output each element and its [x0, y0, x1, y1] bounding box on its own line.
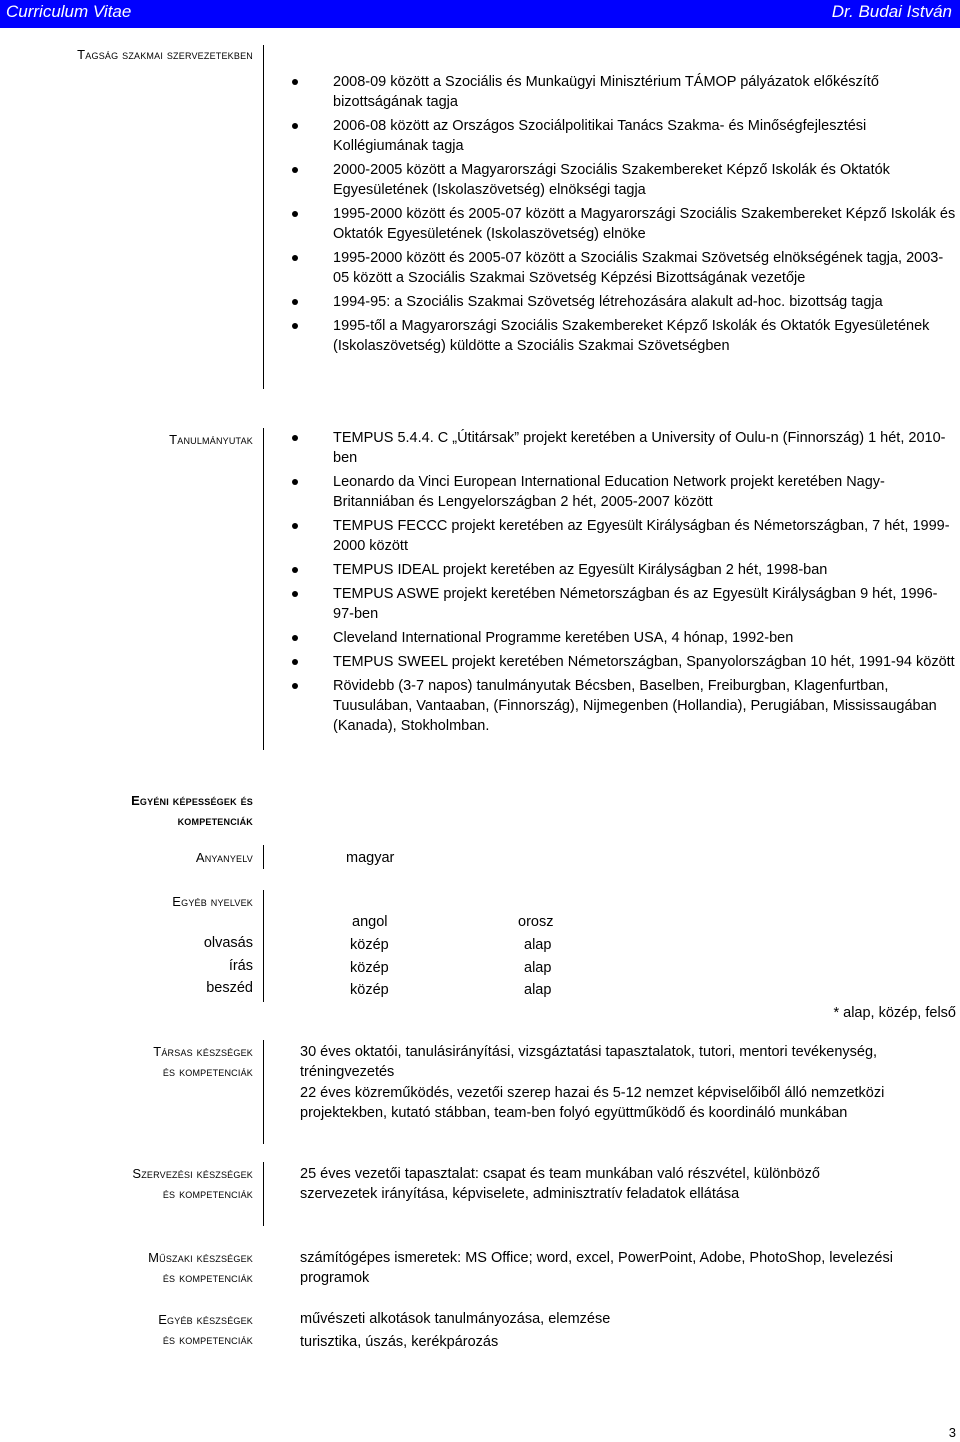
list-item: 2006-08 között az Országos Szociálpolitikai Tanács Szakma- és Minőségfejlesztési Kollégiumának tagja — [333, 116, 958, 156]
social-skills-text-2: 22 éves közreműködés, vezetői szerep hazai és 5-12 nemzet képviselőiből álló nemzetközi projektekben, kutató stábban, team-ben folyó együttműködő és koordináló munkában — [300, 1085, 885, 1121]
header-title: Curriculum Vitae — [6, 2, 132, 21]
membership-label: Tagság szakmai szervezetekben — [77, 47, 253, 62]
mother-tongue-label: Anyanyelv — [195, 850, 253, 865]
personal-skills-title: Egyéni képességek és kompetenciák — [131, 793, 253, 828]
language-level: alap — [524, 960, 552, 976]
header-author: Dr. Budai István — [831, 2, 952, 21]
list-item: TEMPUS IDEAL projekt keretében az Egyesült Királyságban 2 hét, 1998-ban — [333, 560, 958, 580]
other-skills-label: Egyéb készségek és kompetenciák — [158, 1312, 253, 1347]
list-item: 2008-09 között a Szociális és Munkaügyi Minisztérium TÁMOP pályázatok előkészítő bizottságának tagja — [333, 72, 958, 112]
skill-row-label: írás — [228, 958, 253, 974]
level-legend: * alap, közép, felső — [833, 1005, 956, 1021]
studies-label: Tanulmányutak — [169, 432, 253, 447]
other-skills-text-1: művészeti alkotások tanulmányozása, elemzése — [300, 1311, 611, 1327]
language-column-header: angol — [352, 914, 388, 930]
list-item: 1995-től a Magyarországi Szociális Szakembereket Képző Iskolák és Oktatók Egyesületének (Iskolaszövetség) küldötte a Szociális Szakmai Szövetségben — [333, 316, 958, 356]
list-item: 1994-95: a Szociális Szakmai Szövetség létrehozására alakult ad-hoc. bizottság tagja — [333, 292, 958, 312]
list-item: 1995-2000 között és 2005-07 között a Magyarországi Szociális Szakembereket Képző Iskolák és Oktatók Egyesületének (Iskolaszövetség) elnöke — [333, 204, 958, 244]
technical-skills-label: Műszaki készségek és kompetenciák — [148, 1250, 253, 1285]
skill-row-label: beszéd — [206, 980, 253, 996]
language-level: közép — [350, 960, 389, 976]
list-item: Leonardo da Vinci European International Education Network projekt keretében Nagy-Britanniában és Lengyelországban 2 hét, 2005-2007 között — [333, 472, 958, 512]
list-item: TEMPUS SWEEL projekt keretében Németországban, Spanyolországban 10 hét, 1991-94 között — [333, 652, 958, 672]
organizational-skills-label: Szervezési készségek és kompetenciák — [132, 1166, 253, 1201]
language-level: alap — [524, 937, 552, 953]
technical-skills-text: számítógépes ismeretek: MS Office; word, excel, PowerPoint, Adobe, PhotoShop, levelezési programok — [300, 1250, 893, 1286]
language-level: közép — [350, 982, 389, 998]
other-skills-text-2: turisztika, úszás, kerékpározás — [300, 1334, 499, 1350]
language-column-header: orosz — [518, 914, 554, 930]
list-item: 1995-2000 között és 2005-07 között a Szociális Szakmai Szövetség elnökségének tagja, 2003-05 között a Szociális Szakmai Szövetség Képzési Bizottságának vezetője — [333, 248, 958, 288]
social-skills-label: Társas készségek és kompetenciák — [153, 1044, 253, 1079]
page-number: 3 — [948, 1425, 956, 1440]
language-level: alap — [524, 982, 552, 998]
mother-tongue-value: magyar — [346, 850, 395, 866]
other-languages-label: Egyéb nyelvek — [172, 894, 253, 909]
membership-list — [333, 72, 958, 356]
list-item: TEMPUS 5.4.4. C „Útitársak” projekt keretében a University of Oulu-n (Finnország) 1 hét, 2010-ben — [333, 428, 958, 468]
page-header — [0, 0, 960, 28]
section-divider — [263, 845, 264, 869]
list-item: TEMPUS ASWE projekt keretében Németországban és az Egyesült Királyságban 9 hét, 1996-97-ben — [333, 584, 958, 624]
section-divider — [263, 890, 264, 1002]
studies-list — [333, 428, 958, 736]
section-divider — [263, 1040, 264, 1144]
list-item: 2000-2005 között a Magyarországi Szociális Szakembereket Képző Iskolák és Oktatók Egyesületének (Iskolaszövetség) elnökségi tagja — [333, 160, 958, 200]
section-divider — [263, 428, 264, 750]
list-item: TEMPUS FECCC projekt keretében az Egyesült Királyságban és Németországban, 7 hét, 1999-2000 között — [333, 516, 958, 556]
skill-row-label: olvasás — [203, 935, 253, 951]
language-level: közép — [350, 937, 389, 953]
list-item: Rövidebb (3-7 napos) tanulmányutak Bécsben, Baselben, Freiburgban, Klagenfurtban, Tuusulában, Vantaaban, (Finnország), Nijmegenben (Hollandia), Perugiában, Mississaugában (Kanada), Stokholmban. — [333, 676, 958, 736]
section-divider — [263, 45, 264, 389]
social-skills-text-1: 30 éves oktatói, tanulásirányítási, vizsgáztatási tapasztalatok, tutori, mentori tevékenység, tréningvezetés — [300, 1044, 878, 1080]
list-item: Cleveland International Programme keretében USA, 4 hónap, 1992-ben — [333, 628, 958, 648]
section-divider — [263, 1162, 264, 1226]
organizational-skills-text: 25 éves vezetői tapasztalat: csapat és team munkában való részvétel, különböző szervezetek irányítása, képviselete, adminisztratív feladatok ellátása — [300, 1166, 820, 1202]
